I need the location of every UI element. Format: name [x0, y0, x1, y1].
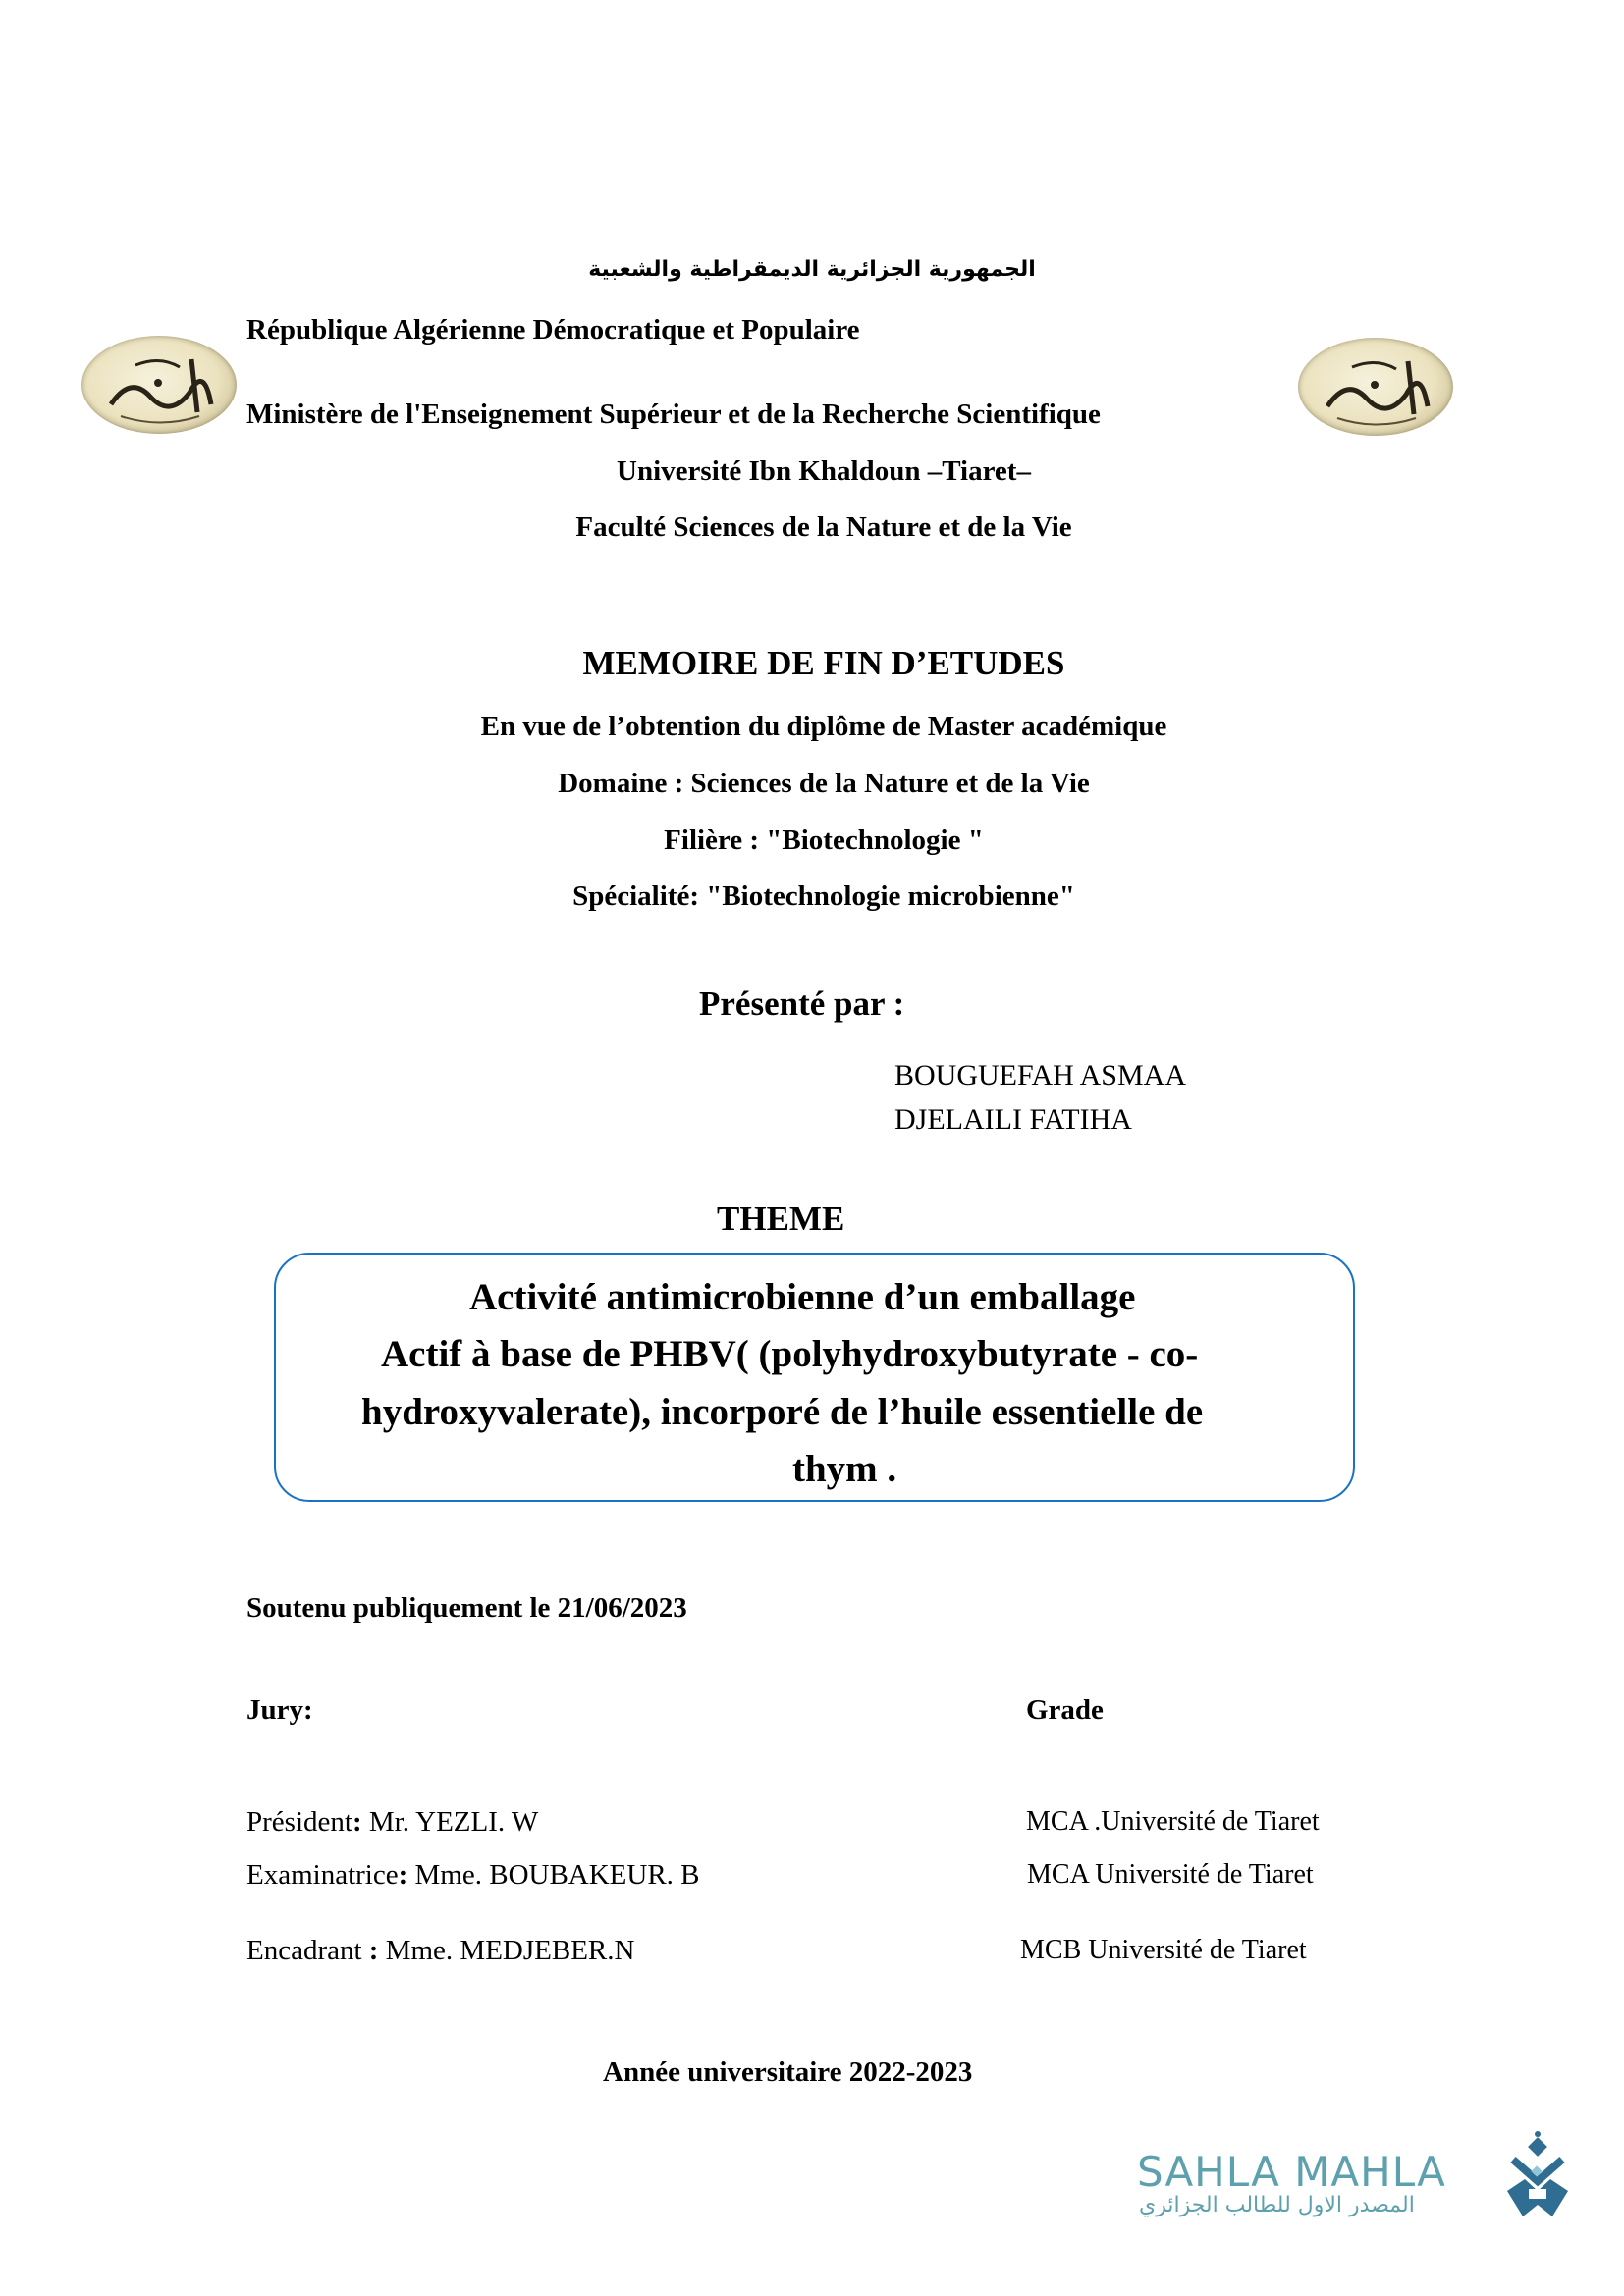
defense-date: Soutenu publiquement le 21/06/2023 [246, 1592, 687, 1624]
theme-label: THEME [717, 1200, 845, 1238]
jury-separator: : [352, 1806, 369, 1838]
author-name: DJELAILI FATIHA [894, 1103, 1132, 1136]
jury-member-supervisor [246, 1935, 634, 1967]
thesis-filiere: Filière : "Biotechnologie " [664, 825, 984, 856]
jury-grade: MCA .Université de Tiaret [1026, 1806, 1320, 1837]
jury-member-examiner [246, 1859, 700, 1892]
jury-name: Mme. BOUBAKEUR. B [414, 1859, 700, 1891]
presented-by-label: Présenté par : [699, 985, 905, 1023]
jury-separator: : [398, 1859, 415, 1891]
author-name: BOUGUEFAH ASMAA [894, 1059, 1186, 1092]
jury-label: Jury: [246, 1694, 313, 1726]
university-name: Université Ibn Khaldoun –Tiaret– [617, 455, 1031, 487]
calligraphy-icon [81, 336, 237, 434]
sahla-mahla-logo-icon [1503, 2130, 1572, 2225]
jury-separator: : [368, 1935, 386, 1966]
calligraphy-icon [1298, 338, 1453, 436]
watermark-brand: SAHLA MAHLA [1137, 2148, 1446, 2196]
grade-label: Grade [1026, 1694, 1104, 1726]
theme-title-line: Actif à base de PHBV( (polyhydroxybutyrate - co- [381, 1333, 1199, 1375]
academic-year: Année universitaire 2022-2023 [603, 2056, 973, 2088]
jury-name: Mme. MEDJEBER.N [385, 1935, 635, 1966]
thesis-purpose: En vue de l’obtention du diplôme de Master académique [480, 711, 1167, 742]
thesis-type-heading: MEMOIRE DE FIN D’ETUDES [582, 644, 1065, 682]
ministry-name: Ministère de l'Enseignement Supérieur et de la Recherche Scientifique [246, 399, 1101, 430]
jury-grade: MCA Université de Tiaret [1027, 1859, 1314, 1890]
jury-role: Encadrant [246, 1935, 369, 1966]
jury-name: Mr. YEZLI. W [368, 1806, 539, 1838]
university-seal-right-logo [1298, 338, 1453, 436]
faculty-name: Faculté Sciences de la Nature et de la Vie [575, 511, 1072, 543]
thesis-domain: Domaine : Sciences de la Nature et de la Vie [558, 768, 1090, 799]
republic-name: République Algérienne Démocratique et Populaire [246, 314, 860, 346]
watermark-tagline: المصدر الاول للطالب الجزائري [1139, 2193, 1415, 2217]
thesis-specialite: Spécialité: "Biotechnologie microbienne" [572, 881, 1075, 912]
theme-title-line: thym . [792, 1448, 897, 1490]
jury-grade: MCB Université de Tiaret [1020, 1935, 1307, 1965]
theme-title-line: Activité antimicrobienne d’un emballage [469, 1276, 1136, 1318]
jury-role: Examinatrice [246, 1859, 399, 1891]
jury-role: Président [246, 1806, 352, 1838]
jury-member-president [246, 1806, 538, 1839]
arabic-republic-title: الجمهورية الجزائرية الديمقراطية والشعبية [588, 257, 1036, 282]
university-seal-left-logo [81, 336, 237, 434]
theme-title-line: hydroxyvalerate), incorporé de l’huile essentielle de [361, 1391, 1204, 1433]
